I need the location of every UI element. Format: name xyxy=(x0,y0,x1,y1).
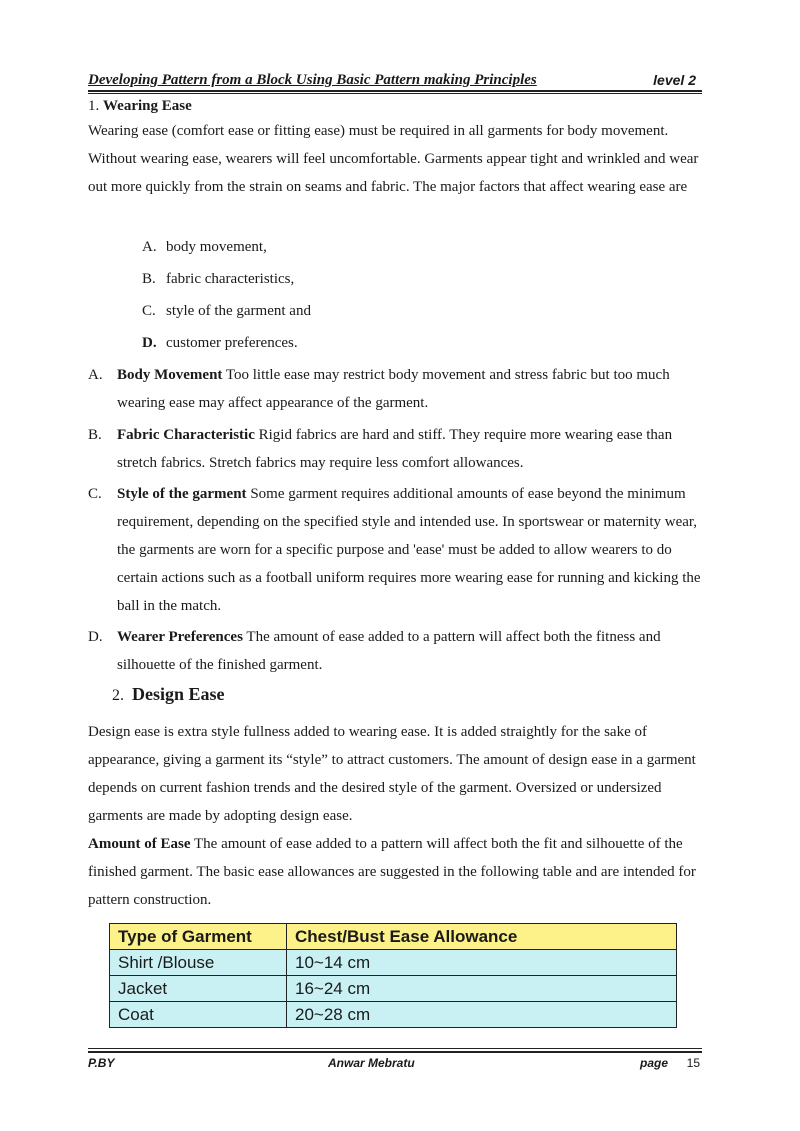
footer-page-label: page xyxy=(639,1056,668,1070)
footer-rule xyxy=(88,1051,702,1053)
section-1-heading xyxy=(88,98,192,115)
table-row xyxy=(110,950,677,976)
header-rule-thin xyxy=(88,93,702,94)
amount-of-ease-paragraph: Amount of Ease The amount of ease added to a pattern will affect both the fit and silhouette of the finished garment. The basic ease allowances are suggested in the following table and are intended for pattern construction. xyxy=(88,836,696,908)
table-cell: 10~14 cm xyxy=(287,950,677,976)
footer-rule-thin xyxy=(88,1048,702,1049)
factor-wearer-preferences: D. Wearer Preferences The amount of ease added to a pattern will affect both the fitness and silhouette of the finished garment. xyxy=(88,629,661,673)
level-label: level 2 xyxy=(653,72,696,88)
table-cell: 20~28 cm xyxy=(287,1002,677,1028)
section-2-number: 2. xyxy=(112,687,124,704)
list-item: C. style of the garment and xyxy=(142,303,311,319)
page-header xyxy=(88,70,702,90)
document-title: Developing Pattern from a Block Using Basic Pattern making Principles xyxy=(88,72,537,88)
column-header: Type of Garment xyxy=(110,924,287,950)
table-row xyxy=(110,1002,677,1028)
section-2-heading xyxy=(112,684,225,705)
header-rule xyxy=(88,90,702,92)
column-header: Chest/Bust Ease Allowance xyxy=(287,924,677,950)
table-cell: 16~24 cm xyxy=(287,976,677,1002)
footer-page-number: 15 xyxy=(686,1056,700,1070)
section-1-number: 1. xyxy=(88,98,100,114)
factor-body-movement: A. Body Movement Too little ease may restrict body movement and stress fabric but too much wearing ease may affect appearance of the garment. xyxy=(88,367,670,411)
wearing-ease-intro xyxy=(88,117,702,201)
table-cell: Jacket xyxy=(110,976,287,1002)
ease-allowance-table xyxy=(109,923,677,1028)
table-header-row xyxy=(110,924,677,950)
table-cell: Coat xyxy=(110,1002,287,1028)
footer-prepared-by: P.BY xyxy=(88,1056,115,1070)
design-ease-paragraph: Design ease is extra style fullness added to wearing ease. It is added straightly for the sake of appearance, giving a garment its “style” to attract customers. The amount of design ease in a garment depends on current fashion trends and the desired style of the garment. Oversized or undersized garments are made by adopting design ease. xyxy=(88,724,696,824)
table-cell: Shirt /Blouse xyxy=(110,950,287,976)
section-2-title: Design Ease xyxy=(132,684,225,704)
section-1-title: Wearing Ease xyxy=(103,98,192,114)
factor-list xyxy=(142,231,311,359)
factor-fabric-characteristic: B. Fabric Characteristic Rigid fabrics are hard and stiff. They require more wearing ease than stretch fabrics. Stretch fabrics may require less comfort allowances. xyxy=(88,427,673,471)
intro-paragraph: Wearing ease (comfort ease or fitting ease) must be required in all garments for body movement. Without wearing ease, wearers will feel uncomfortable. Garments appear tight and wrinkled and wear out more quickly from the strain on seams and fabric. The major factors that affect wearing ease are xyxy=(88,123,699,195)
footer-author: Anwar Mebratu xyxy=(328,1056,415,1070)
list-item: D. customer preferences. xyxy=(142,335,298,351)
factor-style-of-garment: C. Style of the garment Some garment requires additional amounts of ease beyond the minimum requirement, depending on the specified style and intended use. In sportswear or maternity wear, the garments are worn for a specific purpose and 'ease' must be added to allow wearers to do certain actions such as a football uniform requires more wearing ease for running and kicking the ball in the match. xyxy=(88,486,701,614)
table-row xyxy=(110,976,677,1002)
list-item: B. fabric characteristics, xyxy=(142,271,295,287)
list-item: A. body movement, xyxy=(142,239,267,255)
